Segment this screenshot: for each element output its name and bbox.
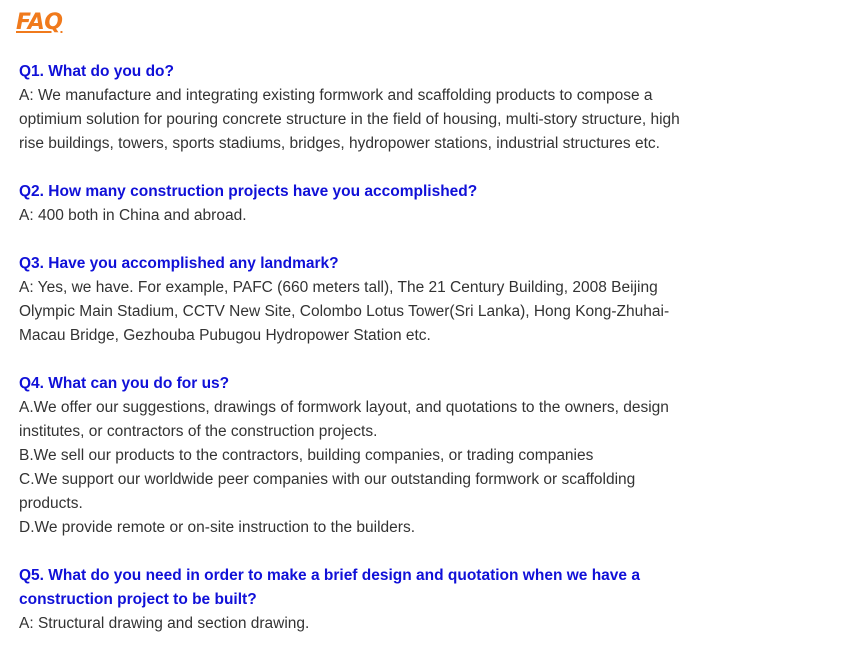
faq-question-5: Q5. What do you need in order to make a brief design and quotation when we have a construction project to be built? [19, 567, 640, 608]
faq-question-4: Q4. What can you do for us? [19, 375, 230, 392]
faq-question-2: Q2. How many construction projects have you accomplished? [19, 183, 478, 200]
faq-answer-4: A.We offer our suggestions, drawings of formwork layout, and quotations to the owners, design institutes, or contractors of the construction projects. B.We sell our products to the contractors, building companies, or trading companies C.We support our worldwide peer companies with our outstanding formwork or scaffolding products. D.We provide remote or on-site instruction to the builders. [19, 399, 669, 536]
faq-item-5 [19, 564, 809, 636]
faq-item-2 [19, 180, 809, 228]
faq-question-3: Q3. Have you accomplished any landmark? [19, 255, 339, 272]
faq-answer-1: A: We manufacture and integrating existing formwork and scaffolding products to compose a optimium solution for pouring concrete structure in the field of housing, multi-story structure, high rise buildings, towers, sports stadiums, bridges, hydropower stations, industrial structures etc. [19, 87, 680, 152]
faq-answer-5: A: Structural drawing and section drawing. [19, 615, 310, 632]
faq-answer-2: A: 400 both in China and abroad. [19, 207, 247, 224]
faq-item-1 [19, 60, 809, 156]
faq-answer-3: A: Yes, we have. For example, PAFC (660 meters tall), The 21 Century Building, 2008 Beijing Olympic Main Stadium, CCTV New Site, Colombo Lotus Tower(Sri Lanka), Hong Kong-Zhuhai- Macau Bridge, Gezhouba Pubugou Hydropower Station etc. [19, 279, 670, 344]
faq-item-3 [19, 252, 809, 348]
faq-item-4 [19, 372, 809, 540]
faq-list [19, 60, 809, 660]
faq-heading: FAQ [16, 10, 63, 35]
faq-question-1: Q1. What do you do? [19, 63, 174, 80]
